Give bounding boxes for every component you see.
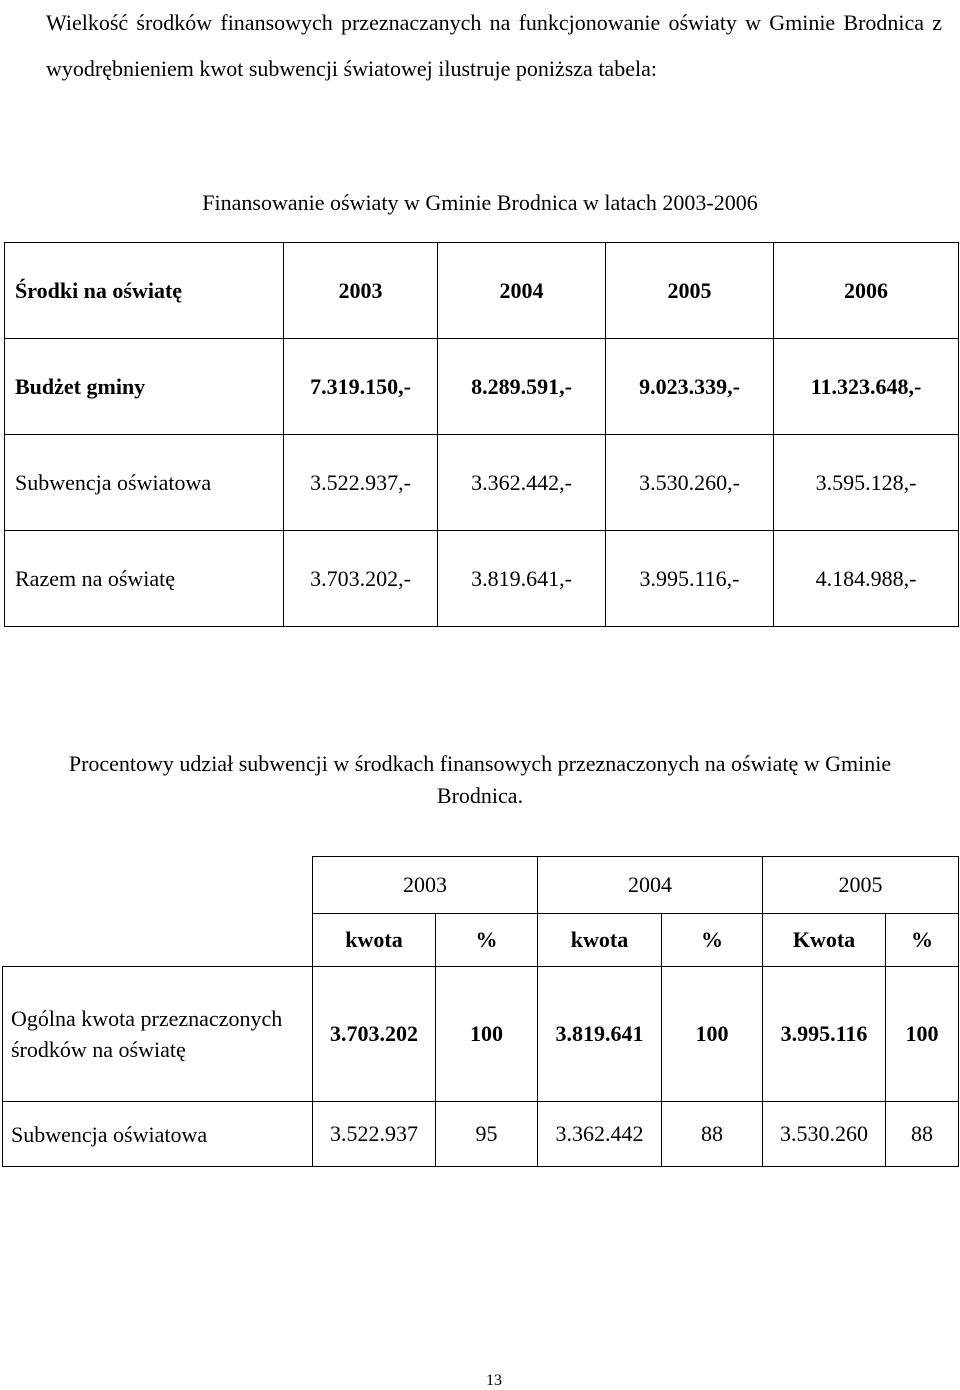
table-cell: 95 [436, 1102, 538, 1167]
table-row [3, 1102, 959, 1167]
table-cell: 3.703.202 [313, 967, 436, 1102]
subheader-cell: % [436, 914, 538, 967]
table-cell: 3.995.116 [763, 967, 886, 1102]
table-cell: 100 [662, 967, 763, 1102]
row-label: Budżet gminy [5, 339, 284, 435]
table-cell: 100 [436, 967, 538, 1102]
row-label: Razem na oświatę [5, 531, 284, 627]
table-cell: 3.530.260 [763, 1102, 886, 1167]
table-cell: 3.819.641,- [438, 531, 606, 627]
table1-caption: Finansowanie oświaty w Gminie Brodnica w latach 2003-2006 [202, 190, 758, 215]
table-cell: 3.703.202,- [284, 531, 438, 627]
table-cell: 7.319.150,- [284, 339, 438, 435]
subheader-cell: kwota [538, 914, 662, 967]
header-cell: 2003 [284, 243, 438, 339]
table-cell: 3.522.937 [313, 1102, 436, 1167]
financing-table [4, 242, 959, 627]
intro-paragraph: Wielkość środków finansowych przeznaczanych na funkcjonowanie oświaty w Gminie Brodnica z wyodrębnieniem kwot subwencji światowej ilustruje poniższa tabela: [46, 10, 942, 81]
row-label: Subwencja oświatowa [5, 435, 284, 531]
year-header-cell: 2003 [313, 857, 538, 914]
header-cell: 2004 [438, 243, 606, 339]
table-cell: 11.323.648,- [774, 339, 959, 435]
header-cell: 2005 [606, 243, 774, 339]
table-cell: 88 [886, 1102, 959, 1167]
empty-corner-cell [3, 857, 313, 967]
table2-caption: Procentowy udział subwencji w środkach finansowych przeznaczonych na oświatę w Gminie Brodnica. [68, 751, 892, 808]
header-cell: Środki na oświatę [5, 243, 284, 339]
table-row [5, 339, 959, 435]
table-row [5, 531, 959, 627]
year-header-cell: 2005 [763, 857, 959, 914]
table-row [3, 967, 959, 1102]
header-cell: 2006 [774, 243, 959, 339]
table-cell: 9.023.339,- [606, 339, 774, 435]
table-cell: 100 [886, 967, 959, 1102]
table-cell: 3.595.128,- [774, 435, 959, 531]
table-header-row [5, 243, 959, 339]
table-cell: 8.289.591,- [438, 339, 606, 435]
table-cell: 4.184.988,- [774, 531, 959, 627]
table-cell: 3.522.937,- [284, 435, 438, 531]
row-label: Subwencja oświatowa [3, 1102, 313, 1167]
subheader-cell: Kwota [763, 914, 886, 967]
table-cell: 3.819.641 [538, 967, 662, 1102]
table-cell: 3.530.260,- [606, 435, 774, 531]
subheader-cell: kwota [313, 914, 436, 967]
table-cell: 3.362.442,- [438, 435, 606, 531]
table-row [5, 435, 959, 531]
subheader-cell: % [886, 914, 959, 967]
subheader-cell: % [662, 914, 763, 967]
year-header-cell: 2004 [538, 857, 763, 914]
page-number: 13 [486, 1372, 502, 1389]
year-header-row [3, 857, 959, 914]
subsidy-share-table [2, 856, 959, 1167]
row-label: Ogólna kwota przeznaczonych środków na oświatę [3, 967, 313, 1102]
table-cell: 3.362.442 [538, 1102, 662, 1167]
table-cell: 88 [662, 1102, 763, 1167]
table-cell: 3.995.116,- [606, 531, 774, 627]
